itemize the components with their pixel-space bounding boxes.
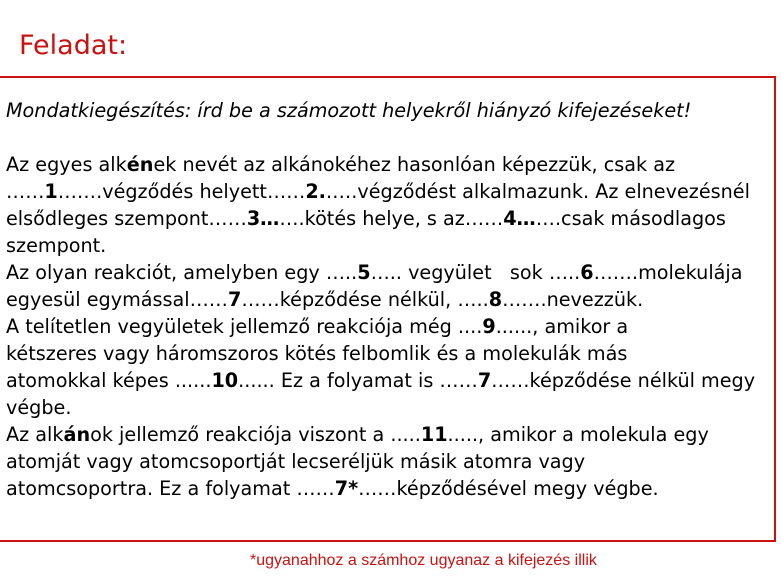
- blank-number-1: 1: [44, 180, 58, 203]
- text-line: kétszeres vagy háromszoros kötés felbomlik és a molekulák más: [6, 342, 628, 365]
- blank-number-7: 7: [227, 288, 242, 311]
- text-line: elsődleges szempont……3…….kötés helye, s az……4…….csak másodlagos: [6, 207, 726, 230]
- text-line: Az alkánok jellemző reakciója viszont a .....11....., amikor a molekula egy: [6, 423, 709, 446]
- blank-number-5: 5: [357, 261, 371, 284]
- blank-number-11: 11: [420, 423, 448, 446]
- blank-number-3: 3…: [246, 207, 280, 230]
- blank-number-10: 10: [211, 369, 239, 392]
- instruction-text: Mondatkiegészítés: írd be a számozott helyekről hiányzó kifejezéseket!: [6, 99, 692, 122]
- paragraph-addition: [6, 313, 776, 421]
- blank-number-2: 2.: [305, 180, 326, 203]
- text-line: Az olyan reakciót, amelyben egy …..5….. vegyület sok …..6…….molekulája: [6, 261, 743, 284]
- text-line: egyesül egymással……7……képződése nélkül, …..8…….nevezzük.: [6, 288, 644, 311]
- text-line: A telítetlen vegyületek jellemző reakciója még ....9......, amikor a: [6, 315, 629, 338]
- paragraph-alkenes: [6, 151, 776, 259]
- blank-number-4: 4…: [503, 207, 536, 230]
- text-line: atomokkal képes ......10...... Ez a folyamat is ……7……képződése nélkül megy: [6, 369, 756, 392]
- footnote: *ugyanahhoz a számhoz ugyanaz a kifejezés illik: [250, 552, 597, 569]
- paragraph-polymerization: [6, 259, 776, 313]
- text-line: szempont.: [6, 234, 107, 257]
- blank-number-7-repeat: 7: [477, 369, 492, 392]
- page-title: Feladat:: [19, 30, 128, 61]
- text-line: atomcsoportra. Ez a folyamat ……7*……képződésével megy végbe.: [6, 477, 659, 500]
- blank-number-6: 6: [580, 261, 594, 284]
- paragraph-substitution: [6, 421, 776, 502]
- text-line: ……1…….végződés helyett……2..….végződést alkalmazunk. Az elnevezésnél: [6, 180, 750, 203]
- text-line: végbe.: [6, 396, 72, 419]
- blank-number-7-star: 7*: [334, 477, 359, 500]
- task-content: [6, 97, 776, 502]
- text-line: Az egyes alkének nevét az alkánokéhez hasonlóan képezzük, csak az: [6, 153, 676, 176]
- blank-number-9: 9: [482, 315, 496, 338]
- text-line: atomját vagy atomcsoportját lecseréljük másik atomra vagy: [6, 450, 586, 473]
- blank-number-8: 8: [488, 288, 503, 311]
